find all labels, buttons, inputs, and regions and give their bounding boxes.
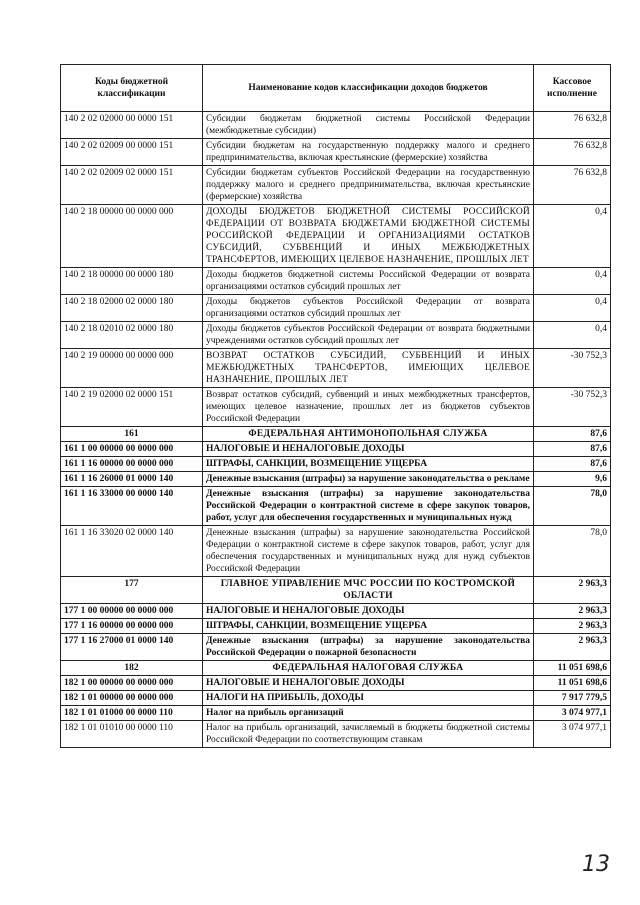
- row-amount: 87,6: [534, 457, 611, 472]
- row-amount: 2 963,3: [534, 604, 611, 619]
- table-row: [61, 691, 611, 706]
- table-row: [61, 619, 611, 634]
- row-amount: 87,6: [534, 442, 611, 457]
- table-row: [61, 487, 611, 526]
- row-code: 140 2 18 00000 00 0000 000: [61, 205, 203, 268]
- table-row: [61, 139, 611, 166]
- row-code: 140 2 02 02009 00 0000 151: [61, 139, 203, 166]
- row-name: ГЛАВНОЕ УПРАВЛЕНИЕ МЧС РОССИИ ПО КОСТРОМСКОЙ ОБЛАСТИ: [203, 577, 534, 604]
- table-row: [61, 388, 611, 427]
- row-name: ШТРАФЫ, САНКЦИИ, ВОЗМЕЩЕНИЕ УЩЕРБА: [203, 619, 534, 634]
- row-name: ДОХОДЫ БЮДЖЕТОВ БЮДЖЕТНОЙ СИСТЕМЫ РОССИЙСКОЙ ФЕДЕРАЦИИ ОТ ВОЗВРАТА БЮДЖЕТАМИ БЮДЖЕТНОЙ СИСТЕМЫ РОССИЙСКОЙ ФЕДЕРАЦИИ И ОРГАНИЗАЦИЯМИ ОСТАТКОВ СУБСИДИЙ, СУБВЕНЦИЙ И ИНЫХ МЕЖБЮДЖЕТНЫХ ТРАНСФЕРТОВ, ИМЕЮЩИХ ЦЕЛЕВОЕ НАЗНАЧЕНИЕ, ПРОШЛЫХ ЛЕТ: [203, 205, 534, 268]
- row-amount: 0,4: [534, 268, 611, 295]
- header-name: Наименование кодов классификации доходов бюджетов: [203, 65, 534, 112]
- row-name: Денежные взыскания (штрафы) за нарушение законодательства Российской Федерации о контрактной системе в сфере закупок товаров, работ, услуг для обеспечения государственных и муниципальных нужд: [203, 487, 534, 526]
- row-code: 182 1 01 01000 00 0000 110: [61, 706, 203, 721]
- row-amount: 2 963,3: [534, 619, 611, 634]
- row-code: 182 1 00 00000 00 0000 000: [61, 676, 203, 691]
- row-code: 177 1 16 00000 00 0000 000: [61, 619, 203, 634]
- row-amount: 78,0: [534, 526, 611, 577]
- row-name: Доходы бюджетов субъектов Российской Федерации от возврата организациями остатков субсидий прошлых лет: [203, 295, 534, 322]
- row-name: ФЕДЕРАЛЬНАЯ НАЛОГОВАЯ СЛУЖБА: [203, 661, 534, 676]
- row-amount: 76 632,8: [534, 139, 611, 166]
- row-code: 140 2 19 00000 00 0000 000: [61, 349, 203, 388]
- row-amount: 3 074 977,1: [534, 721, 611, 748]
- table-row: [61, 268, 611, 295]
- row-name: ВОЗВРАТ ОСТАТКОВ СУБСИДИЙ, СУБВЕНЦИЙ И ИНЫХ МЕЖБЮДЖЕТНЫХ ТРАНСФЕРТОВ, ИМЕЮЩИХ ЦЕЛЕВОЕ НАЗНАЧЕНИЕ, ПРОШЛЫХ ЛЕТ: [203, 349, 534, 388]
- row-code: 161 1 16 26000 01 0000 140: [61, 472, 203, 487]
- table-row: [61, 706, 611, 721]
- row-code: 161 1 16 33020 02 0000 140: [61, 526, 203, 577]
- row-code: 140 2 02 02000 00 0000 151: [61, 112, 203, 139]
- row-name: Субсидии бюджетам бюджетной системы Российской Федерации (межбюджетные субсидии): [203, 112, 534, 139]
- row-code: 182 1 01 00000 00 0000 000: [61, 691, 203, 706]
- row-code: 161 1 16 33000 00 0000 140: [61, 487, 203, 526]
- table-row: [61, 472, 611, 487]
- row-code: 182 1 01 01010 00 0000 110: [61, 721, 203, 748]
- header-amount: Кассовое исполнение: [534, 65, 611, 112]
- row-name: Налог на прибыль организаций, зачисляемый в бюджеты бюджетной системы Российской Федерации по соответствующим ставкам: [203, 721, 534, 748]
- table-row: [61, 349, 611, 388]
- table-row: [61, 457, 611, 472]
- org-header-row: [61, 661, 611, 676]
- row-name: Денежные взыскания (штрафы) за нарушение законодательства Российской Федерации о пожарной безопасности: [203, 634, 534, 661]
- row-name: Субсидии бюджетам на государственную поддержку малого и среднего предпринимательства, включая крестьянские (фермерские) хозяйства: [203, 139, 534, 166]
- row-amount: 78,0: [534, 487, 611, 526]
- row-code: 177 1 00 00000 00 0000 000: [61, 604, 203, 619]
- row-amount: 76 632,8: [534, 112, 611, 139]
- row-name: Денежные взыскания (штрафы) за нарушение законодательства о рекламе: [203, 472, 534, 487]
- row-code: 177: [61, 577, 203, 604]
- row-name: Налог на прибыль организаций: [203, 706, 534, 721]
- row-name: Доходы бюджетов субъектов Российской Федерации от возврата бюджетными учреждениями остатков субсидий прошлых лет: [203, 322, 534, 349]
- row-code: 140 2 02 02009 02 0000 151: [61, 166, 203, 205]
- row-name: НАЛОГИ НА ПРИБЫЛЬ, ДОХОДЫ: [203, 691, 534, 706]
- row-amount: 0,4: [534, 322, 611, 349]
- table-row: [61, 166, 611, 205]
- row-amount: 3 074 977,1: [534, 706, 611, 721]
- row-amount: 7 917 779,5: [534, 691, 611, 706]
- table-row: [61, 295, 611, 322]
- row-amount: 76 632,8: [534, 166, 611, 205]
- org-header-row: [61, 577, 611, 604]
- row-amount: 87,6: [534, 427, 611, 442]
- row-code: 161 1 16 00000 00 0000 000: [61, 457, 203, 472]
- org-header-row: [61, 427, 611, 442]
- row-name: НАЛОГОВЫЕ И НЕНАЛОГОВЫЕ ДОХОДЫ: [203, 676, 534, 691]
- row-code: 161: [61, 427, 203, 442]
- row-name: ШТРАФЫ, САНКЦИИ, ВОЗМЕЩЕНИЕ УЩЕРБА: [203, 457, 534, 472]
- table-header-row: [61, 65, 611, 112]
- row-code: 140 2 18 02000 02 0000 180: [61, 295, 203, 322]
- table-row: [61, 442, 611, 457]
- row-amount: -30 752,3: [534, 388, 611, 427]
- row-name: ФЕДЕРАЛЬНАЯ АНТИМОНОПОЛЬНАЯ СЛУЖБА: [203, 427, 534, 442]
- row-code: 177 1 16 27000 01 0000 140: [61, 634, 203, 661]
- table-row: [61, 205, 611, 268]
- row-name: НАЛОГОВЫЕ И НЕНАЛОГОВЫЕ ДОХОДЫ: [203, 604, 534, 619]
- table-row: [61, 526, 611, 577]
- row-amount: 2 963,3: [534, 634, 611, 661]
- table-row: [61, 676, 611, 691]
- row-amount: 11 051 698,6: [534, 676, 611, 691]
- row-name: НАЛОГОВЫЕ И НЕНАЛОГОВЫЕ ДОХОДЫ: [203, 442, 534, 457]
- row-name: Субсидии бюджетам субъектов Российской Федерации на государственную поддержку малого и среднего предпринимательства, включая крестьянские (фермерские) хозяйства: [203, 166, 534, 205]
- row-code: 140 2 18 02010 02 0000 180: [61, 322, 203, 349]
- row-amount: 9,6: [534, 472, 611, 487]
- row-amount: 0,4: [534, 295, 611, 322]
- row-amount: -30 752,3: [534, 349, 611, 388]
- row-amount: 0,4: [534, 205, 611, 268]
- row-code: 161 1 00 00000 00 0000 000: [61, 442, 203, 457]
- table-row: [61, 604, 611, 619]
- table-row: [61, 634, 611, 661]
- page-number: 13: [582, 852, 610, 877]
- row-code: 140 2 18 00000 00 0000 180: [61, 268, 203, 295]
- budget-revenue-table: [60, 64, 611, 748]
- row-name: Доходы бюджетов бюджетной системы Российской Федерации от возврата организациями остатков субсидий прошлых лет: [203, 268, 534, 295]
- row-code: 182: [61, 661, 203, 676]
- row-code: 140 2 19 02000 02 0000 151: [61, 388, 203, 427]
- row-amount: 11 051 698,6: [534, 661, 611, 676]
- header-code: Коды бюджетной классификации: [61, 65, 203, 112]
- row-name: Возврат остатков субсидий, субвенций и иных межбюджетных трансфертов, имеющих целевое назначение, прошлых лет из бюджетов субъектов Российской Федерации: [203, 388, 534, 427]
- table-row: [61, 721, 611, 748]
- table-row: [61, 322, 611, 349]
- row-amount: 2 963,3: [534, 577, 611, 604]
- row-name: Денежные взыскания (штрафы) за нарушение законодательства Российской Федерации о контрактной системе в сфере закупок товаров, работ, услуг для обеспечения государственных и муниципальных нужд для нужд субъектов Российской Федерации: [203, 526, 534, 577]
- table-row: [61, 112, 611, 139]
